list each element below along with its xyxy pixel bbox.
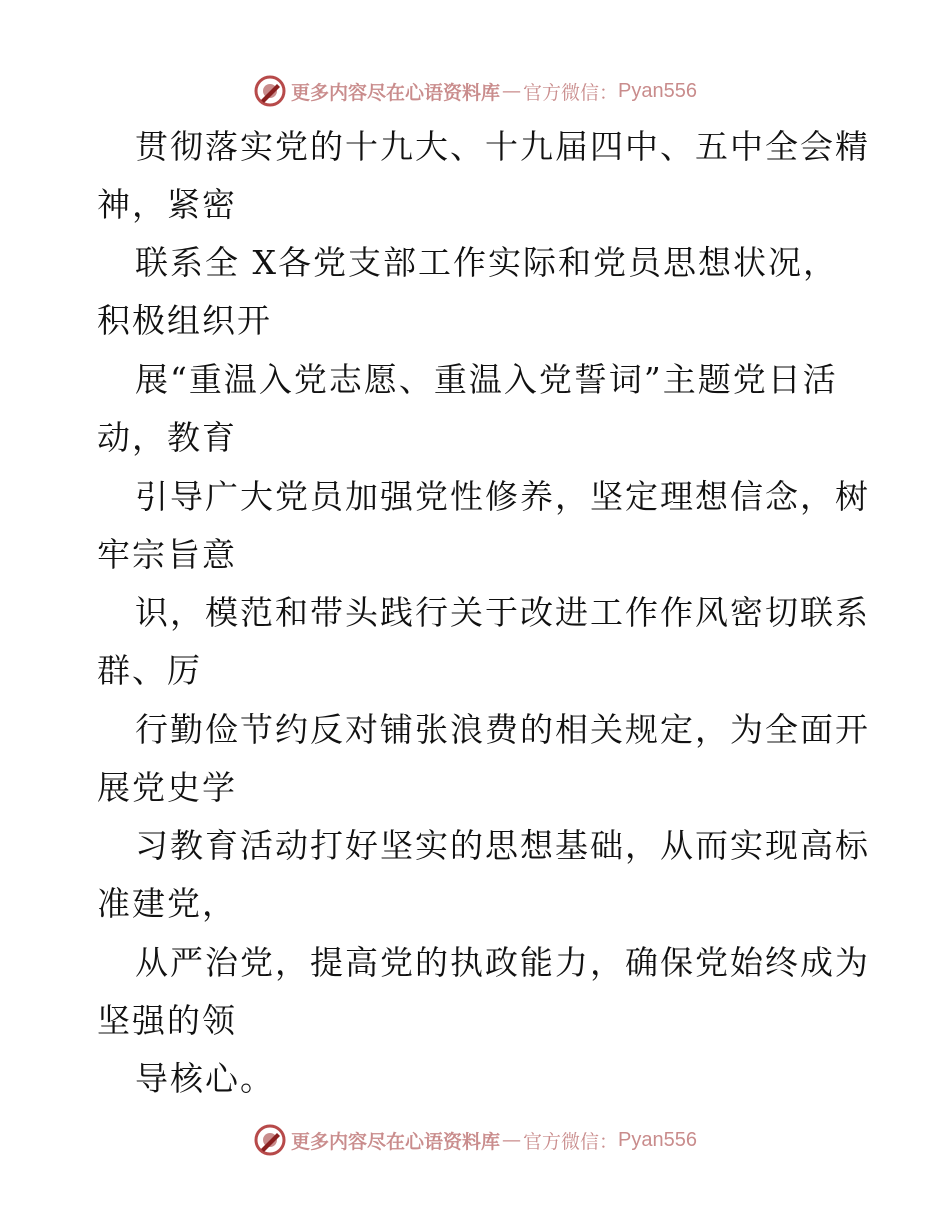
body-line: 习教育活动打好坚实的思想基础，从而实现高标 bbox=[135, 826, 870, 865]
watermark-separator: — bbox=[502, 80, 522, 102]
body-line: 联系全 X各党支部工作实际和党员思想状况， bbox=[135, 243, 838, 282]
body-line: 神，紧密 bbox=[97, 185, 237, 224]
body-line: 展党史学 bbox=[97, 768, 237, 807]
body-line: 行勤俭节约反对铺张浪费的相关规定，为全面开 bbox=[135, 710, 870, 749]
body-line: 动，教育 bbox=[97, 418, 237, 457]
watermark-separator: — bbox=[502, 1129, 522, 1151]
watermark-text: 更多内容尽在心语资料库 bbox=[291, 1130, 501, 1153]
body-line: 识，模范和带头践行关于改进工作作风密切联系 bbox=[135, 593, 870, 632]
watermark-text: 更多内容尽在心语资料库 bbox=[291, 81, 501, 104]
pen-logo-icon bbox=[253, 1123, 287, 1157]
watermark-id: Pyan556 bbox=[618, 1128, 697, 1151]
body-line: 群、厉 bbox=[97, 651, 202, 690]
body-line: 展“重温入党志愿、重温入党誓词”主题党日活 bbox=[135, 360, 838, 399]
body-line: 导核心。 bbox=[135, 1059, 275, 1098]
body-line: 牢宗旨意 bbox=[97, 535, 237, 574]
body-line: 坚强的领 bbox=[97, 1001, 237, 1040]
watermark-label: 官方微信： bbox=[523, 1130, 619, 1153]
footer-watermark bbox=[0, 1120, 950, 1160]
body-line: 引导广大党员加强党性修养，坚定理想信念，树 bbox=[135, 477, 870, 516]
body-line: 积极组织开 bbox=[97, 301, 272, 340]
body-line: 贯彻落实党的十九大、十九届四中、五中全会精 bbox=[135, 127, 870, 166]
watermark-label: 官方微信： bbox=[523, 81, 619, 104]
body-line: 从严治党，提高党的执政能力，确保党始终成为 bbox=[135, 943, 870, 982]
watermark-id: Pyan556 bbox=[618, 79, 697, 102]
body-line: 准建党， bbox=[97, 884, 237, 923]
